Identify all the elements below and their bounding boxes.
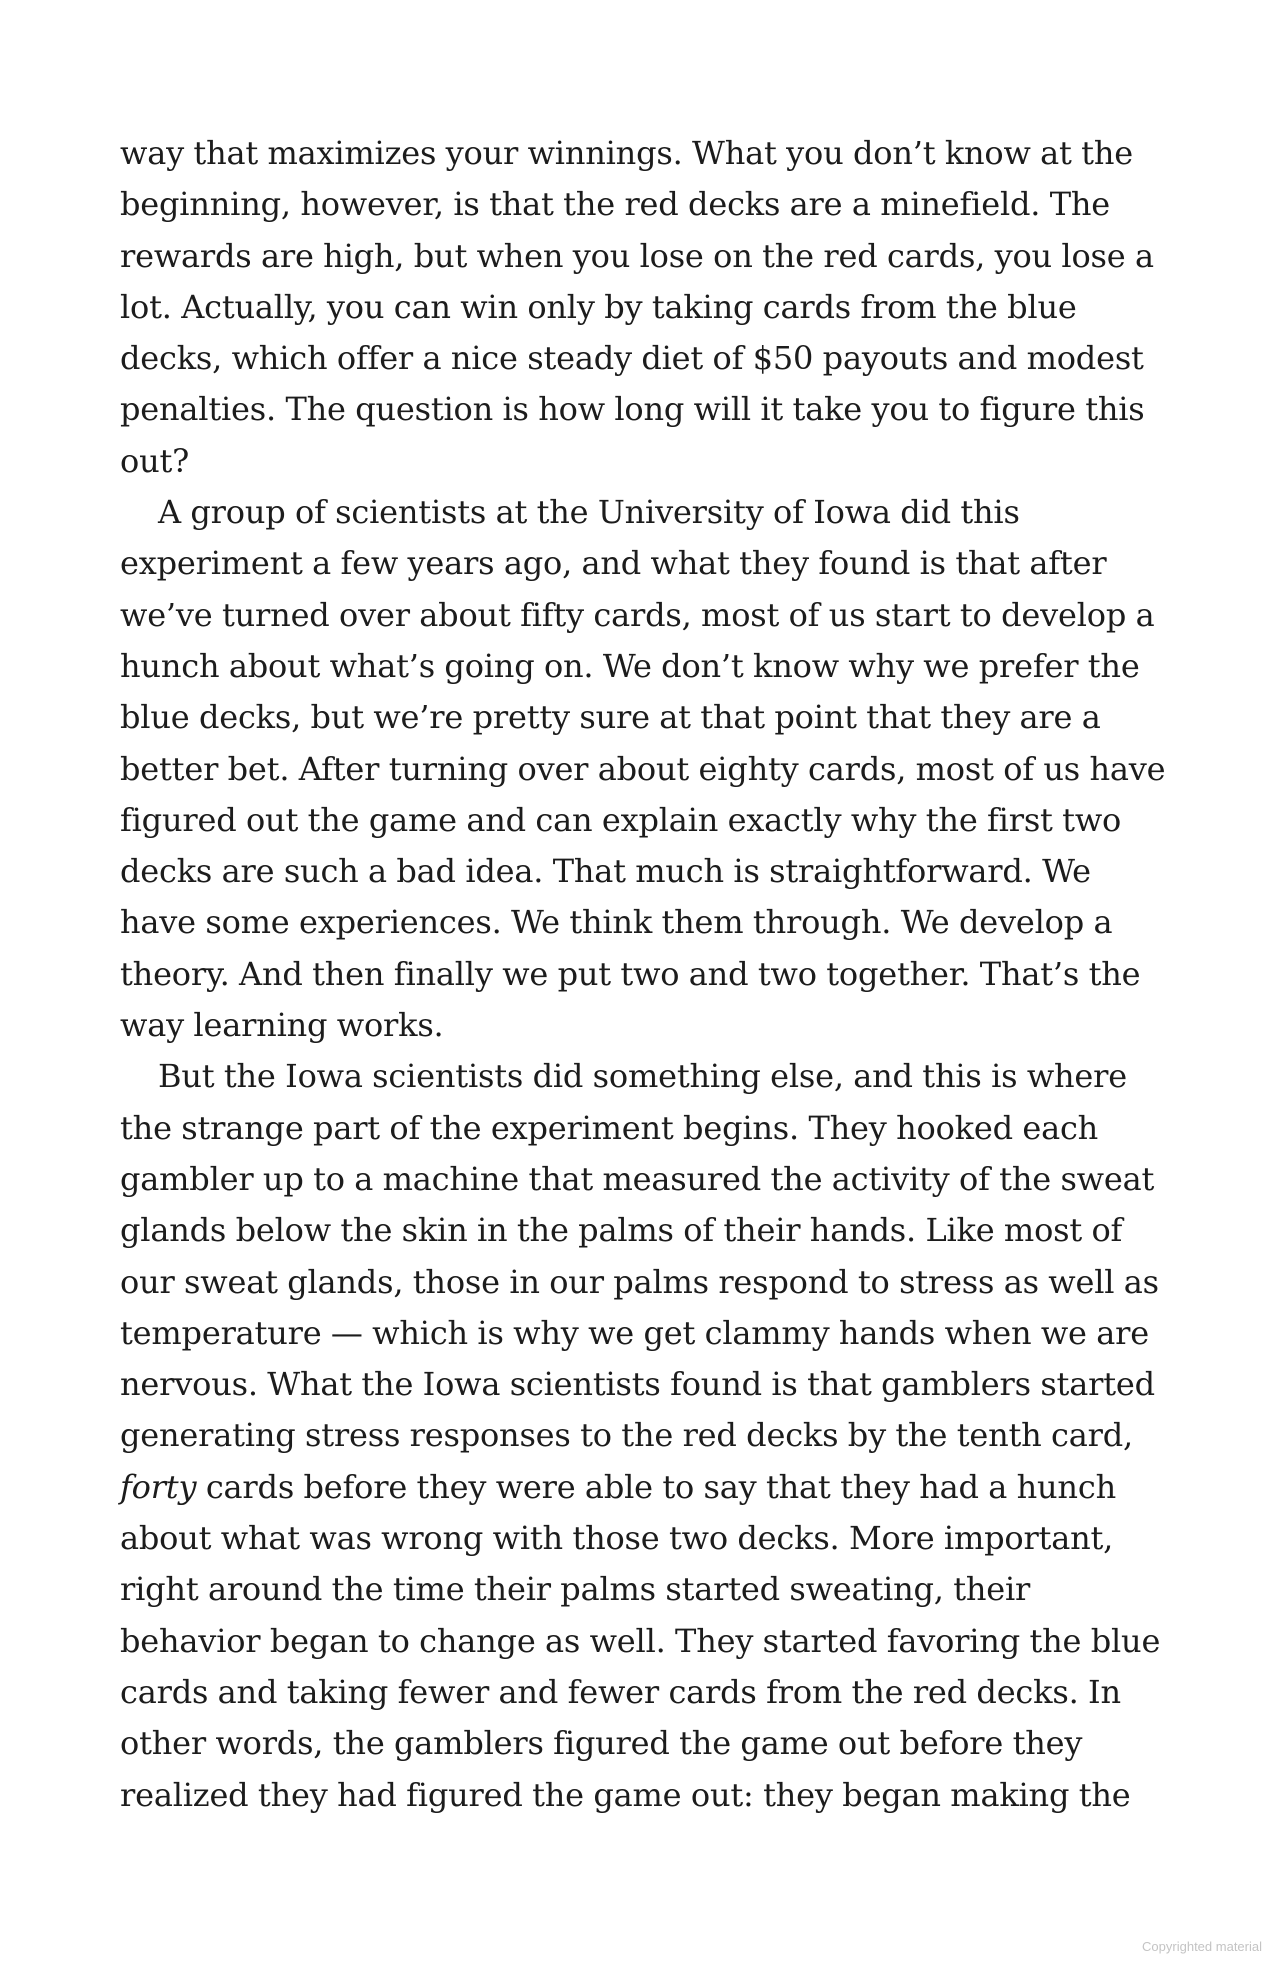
text-line: decks, which offer a nice steady diet of $50 payouts and modest [120, 339, 1144, 378]
text-line: forty cards before they were able to say that they had a hunch [120, 1467, 1116, 1506]
text-line: way learning works. [120, 1006, 444, 1045]
body-text [120, 128, 1170, 1821]
text-line: nervous. What the Iowa scientists found is that gamblers started [120, 1365, 1155, 1404]
text-line: blue decks, but we’re pretty sure at that point that they are a [120, 698, 1101, 737]
text-line: rewards are high, but when you lose on the red cards, you lose a [120, 236, 1154, 275]
paragraph [120, 1051, 1170, 1820]
text-line: glands below the skin in the palms of their hands. Like most of [120, 1211, 1123, 1250]
text-line: beginning, however, is that the red decks are a minefield. The [120, 185, 1111, 224]
text-line: out? [120, 441, 190, 480]
text-line: way that maximizes your winnings. What you don’t know at the [120, 134, 1133, 172]
text-line: figured out the game and can explain exactly why the first two [120, 800, 1122, 839]
text-line: theory. And then finally we put two and two together. That’s the [120, 954, 1141, 993]
text-line: better bet. After turning over about eighty cards, most of us have [120, 749, 1166, 788]
text-line: gambler up to a machine that measured the activity of the sweat [120, 1159, 1155, 1198]
text-line: have some experiences. We think them through. We develop a [120, 903, 1113, 942]
text-line: cards and taking fewer and fewer cards from the red decks. In [120, 1672, 1121, 1711]
copyright-watermark: Copyrighted material [1142, 1939, 1262, 1954]
text-line: But the Iowa scientists did something else, and this is where [158, 1057, 1128, 1096]
text-line: hunch about what’s going on. We don’t know why we prefer the [120, 646, 1140, 685]
text-line: decks are such a bad idea. That much is straightforward. We [120, 852, 1091, 891]
text-line: realized they had figured the game out: they began making the [120, 1775, 1131, 1814]
paragraph [120, 487, 1170, 1051]
text-line: right around the time their palms started sweating, their [120, 1570, 1031, 1609]
text-line: behavior began to change as well. They started favoring the blue [120, 1621, 1161, 1660]
text-line: penalties. The question is how long will it take you to figure this [120, 390, 1145, 429]
paragraph [120, 128, 1170, 487]
text-line: generating stress responses to the red decks by the tenth card, [120, 1416, 1134, 1455]
text-line: other words, the gamblers figured the game out before they [120, 1724, 1083, 1763]
text-line: we’ve turned over about fifty cards, most of us start to develop a [120, 595, 1155, 634]
text-line: the strange part of the experiment begins. They hooked each [120, 1108, 1099, 1147]
text-line: our sweat glands, those in our palms respond to stress as well as [120, 1262, 1159, 1301]
text-line: A group of scientists at the University of Iowa did this [158, 493, 1020, 532]
text-line: temperature — which is why we get clammy hands when we are [120, 1313, 1149, 1352]
emphasis: forty [120, 1467, 197, 1506]
text-line: about what was wrong with those two decks. More important, [120, 1519, 1114, 1558]
text-line: lot. Actually, you can win only by taking cards from the blue [120, 287, 1077, 326]
text-line: experiment a few years ago, and what they found is that after [120, 544, 1107, 583]
